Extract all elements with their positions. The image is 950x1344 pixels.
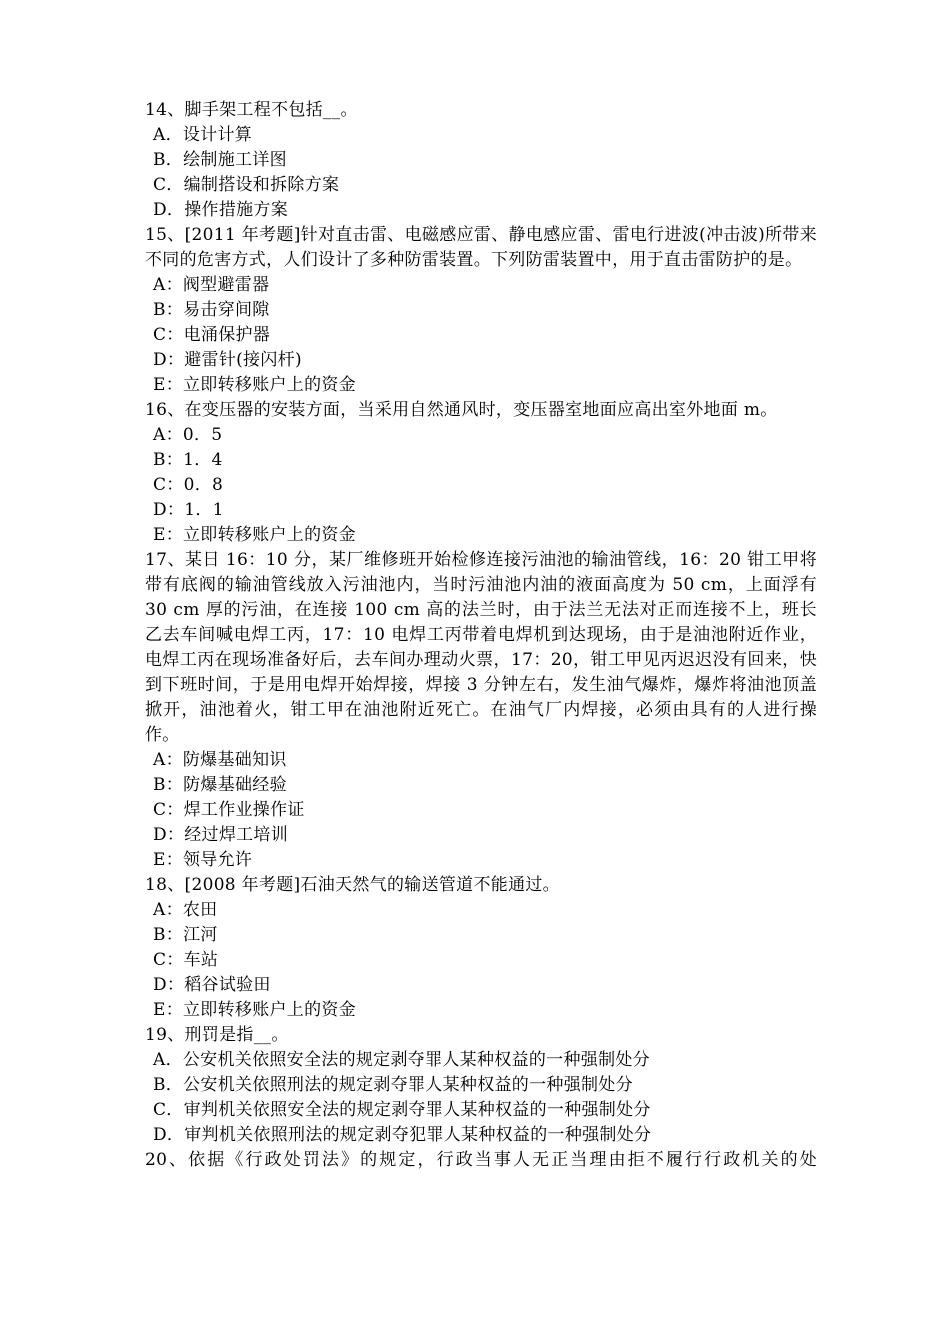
option-a: A：防爆基础知识 [153,750,287,770]
option-d: D：1．1 [153,500,224,520]
option-e: E：立即转移账户上的资金 [153,525,357,545]
option-b: B．绘制施工详图 [153,150,287,170]
option-c: C：0．8 [153,475,224,495]
option-d: D．审判机关依照刑法的规定剥夺犯罪人某种权益的一种强制处分 [153,1125,652,1145]
question-text: 15、[2011 年考题]针对直击雷、电磁感应雷、静电感应雷、雷电行进波(冲击波)所带来不同的危害方式，人们设计了多种防雷装置。下列防雷装置中，用于直击雷防护的是。 [145,225,817,270]
question-list [145,98,817,1173]
option-c: C：车站 [153,950,219,970]
question-text: 14、脚手架工程不包括__。 [145,100,358,120]
option-a: A：农田 [153,900,218,920]
question-20 [145,1148,817,1173]
option-c: C：电涌保护器 [153,325,271,345]
option-e: E：领导允许 [153,850,253,870]
question-text: 19、刑罚是指__。 [145,1025,289,1045]
option-d: D：经过焊工培训 [153,825,289,845]
question-18 [145,873,817,1023]
option-c: C．编制搭设和拆除方案 [153,175,340,195]
option-a: A：阀型避雷器 [153,275,270,295]
option-c: C．审判机关依照安全法的规定剥夺罪人某种权益的一种强制处分 [153,1100,651,1120]
question-19 [145,1023,817,1148]
option-b: B：防爆基础经验 [153,775,287,795]
question-16 [145,398,817,548]
question-text: 20、依据《行政处罚法》的规定，行政当事人无正当理由拒不履行行政机关的处 [145,1150,817,1170]
question-14 [145,98,817,223]
question-15 [145,223,817,398]
option-d: D：避雷针(接闪杆) [153,350,302,370]
question-text: 16、在变压器的安装方面，当采用自然通风时，变压器室地面应高出室外地面 m。 [145,400,778,420]
question-17 [145,548,817,873]
option-d: D：稻谷试验田 [153,975,271,995]
option-a: A：0．5 [153,425,223,445]
option-d: D．操作措施方案 [153,200,289,220]
option-b: B：1．4 [153,450,223,470]
question-text: 18、[2008 年考题]石油天然气的输送管道不能通过。 [145,875,560,895]
question-text: 17、某日 16：10 分，某厂维修班开始检修连接污油池的输油管线，16：20 钳工甲将带有底阀的输油管线放入污油池内，当时污油池内油的液面高度为 50 cm，上面浮有 30 cm 厚的污油，在连接 100 cm 高的法兰时，由于法兰无法对正而连接不上，班长乙去车间喊电焊工丙，17：10 电焊工丙带着电焊机到达现场，由于是油池附近作业，电焊工丙在现场准备好后，去车间办理动火票，17：20，钳工甲见丙迟迟没有回来，快到下班时间，于是用电焊开始焊接，焊接 3 分钟左右，发生油气爆炸，爆炸将油池顶盖掀开，油池着火，钳工甲在油池附近死亡。在油气厂内焊接，必须由具有的人进行操作。 [145,550,817,745]
option-b: B：江河 [153,925,218,945]
option-e: E：立即转移账户上的资金 [153,375,357,395]
option-a: A．设计计算 [153,125,253,145]
option-b: B．公安机关依照刑法的规定剥夺罪人某种权益的一种强制处分 [153,1075,633,1095]
option-c: C：焊工作业操作证 [153,800,305,820]
option-b: B：易击穿间隙 [153,300,270,320]
option-a: A．公安机关依照安全法的规定剥夺罪人某种权益的一种强制处分 [153,1050,650,1070]
option-e: E：立即转移账户上的资金 [153,1000,357,1020]
